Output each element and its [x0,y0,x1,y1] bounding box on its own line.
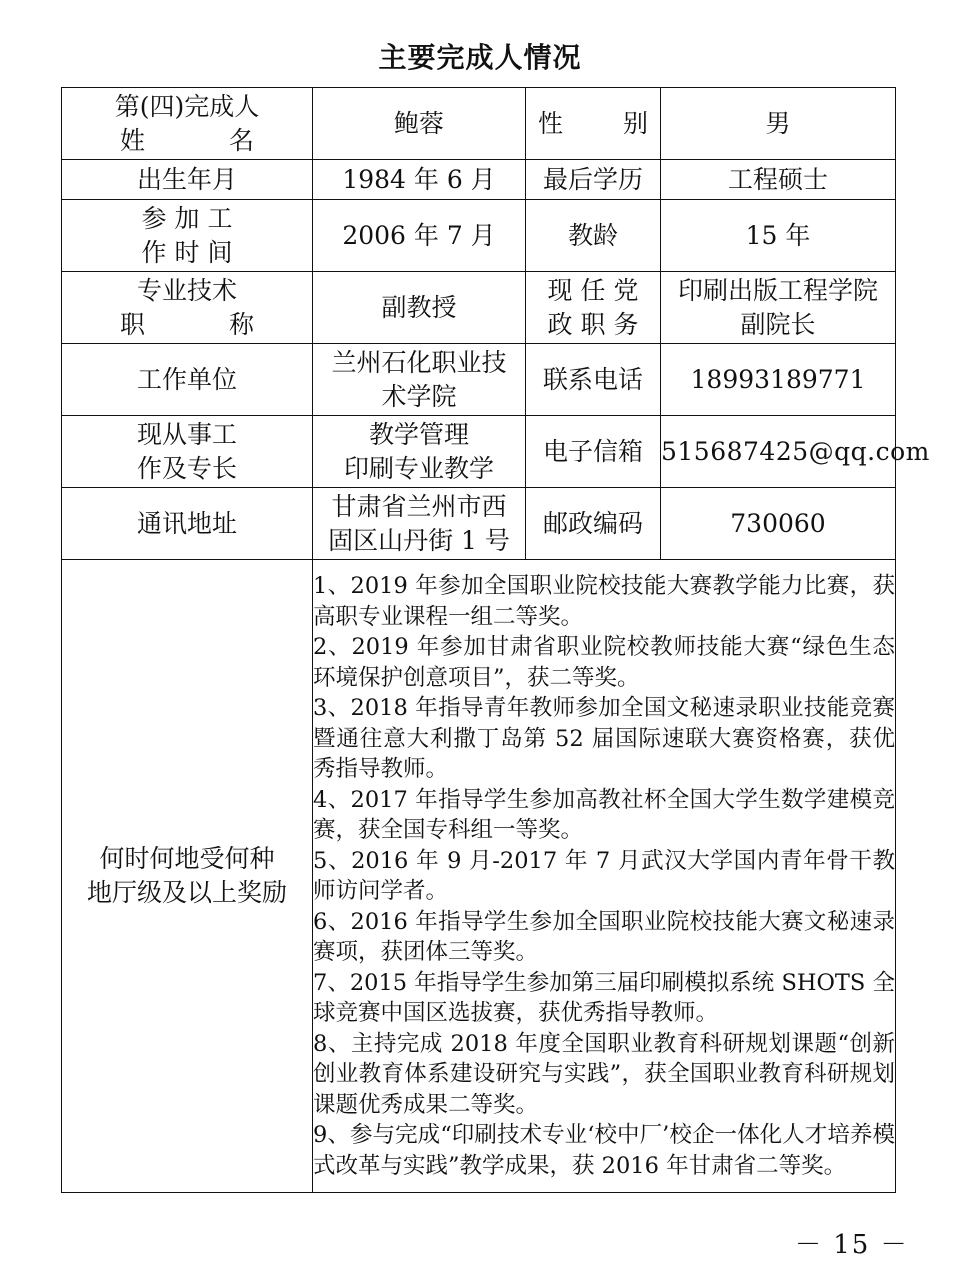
education-value: 工程硕士 [661,160,896,200]
name-label-line1: 第(四)完成人 [114,91,260,121]
post-label-line1: 现 任 党 [547,275,639,305]
award-item: 4、2017 年指导学生参加高教社杯全国大学生数学建模竞赛，获全国专科组一等奖。 [313,786,895,843]
email-label: 电子信箱 [526,416,661,488]
award-item: 7、2015 年指导学生参加第三届印刷模拟系统 SHOTS 全球竞赛中国区选拔赛，获优秀指导教师。 [313,969,895,1026]
award-item: 3、2018 年指导青年教师参加全国文秘速录职业技能竞赛暨通往意大利撒丁岛第 52 届国际速联大赛资格赛，获优秀指导教师。 [313,695,895,782]
post-value-cell [661,272,896,344]
awards-label-line1: 何时何地受何种 [99,844,275,873]
work-start-label-line2: 作 时 间 [141,237,233,267]
work-value-line2: 印刷专业教学 [343,453,494,483]
award-item: 6、2016 年指导学生参加全国职业院校技能大赛文秘速录赛项，获团体三等奖。 [313,908,895,965]
name-label-line2 [62,124,312,158]
row-name [62,88,896,160]
row-title [62,272,896,344]
title-label-char1: 职 [120,309,146,339]
address-label: 通讯地址 [62,488,313,560]
postcode-label: 邮政编码 [526,488,661,560]
person-info-table [61,87,930,1193]
address-value-line2: 固区山丹街 1 号 [328,525,510,555]
gender-value: 男 [661,88,896,160]
row-unit [62,344,896,416]
gender-label-cell [526,88,661,160]
work-label-line1: 现从事工 [136,419,237,449]
award-item: 9、参与完成“印刷技术专业‘校中厂’校企一体化人才培养模式改革与实践”教学成果，获 2016 年甘肃省二等奖。 [313,1122,895,1179]
email-value: 515687425@qq.com [661,416,896,488]
address-value-line1: 甘肃省兰州市西 [331,491,507,521]
row-work [62,416,896,488]
birth-value: 1984 年 6 月 [313,160,526,200]
birth-label: 出生年月 [62,160,313,200]
post-value-line1: 印刷出版工程学院 [677,275,878,305]
work-label-line2: 作及专长 [136,453,237,483]
gender-label [526,107,660,141]
name-label-cell [62,88,313,160]
unit-value-line2: 术学院 [381,381,457,411]
post-label-line2: 政 职 务 [547,309,639,339]
title-label-line1: 专业技术 [136,275,237,305]
awards-label-cell [62,560,313,1193]
row-birth [62,160,896,200]
teaching-years-label: 教龄 [526,200,661,272]
awards-label-line2: 地厅级及以上奖励 [86,878,287,907]
award-item: 2、2019 年参加甘肃省职业院校教师技能大赛“绿色生态环境保护创意项目”，获二等奖。 [313,634,895,691]
unit-label: 工作单位 [62,344,313,416]
title-label-cell [62,272,313,344]
education-label: 最后学历 [526,160,661,200]
teaching-years-value: 15 年 [661,200,896,272]
phone-value: 18993189771 [661,344,896,416]
row-address [62,488,896,560]
name-value: 鲍蓉 [313,88,526,160]
award-item: 1、2019 年参加全国职业院校技能大赛教学能力比赛，获高职专业课程一组二等奖。 [313,573,895,630]
title-label-char2: 称 [228,309,254,339]
work-label-cell [62,416,313,488]
postcode-value: 730060 [661,488,896,560]
post-value-line2: 副院长 [740,309,816,339]
row-awards [62,560,896,1193]
phone-label: 联系电话 [526,344,661,416]
work-value-cell [313,416,526,488]
unit-value-cell [313,344,526,416]
page-title: 主要完成人情况 [378,41,582,74]
page-number: － 15 － [795,1230,909,1260]
work-start-label-cell [62,200,313,272]
gender-label-char1: 性 [538,108,564,138]
work-start-label-line1: 参 加 工 [141,203,233,233]
gender-label-char2: 别 [622,108,648,138]
name-label-char2: 名 [228,125,254,155]
work-value-line1: 教学管理 [368,419,469,449]
row-work-start [62,200,896,272]
work-start-value: 2006 年 7 月 [313,200,526,272]
post-label-cell [526,272,661,344]
unit-value-line1: 兰州石化职业技 [331,347,507,377]
award-item: 5、2016 年 9 月-2017 年 7 月武汉大学国内青年骨干教师访问学者。 [313,847,895,904]
awards-list [313,560,896,1193]
name-label-char1: 姓 [120,125,146,155]
award-item: 8、主持完成 2018 年度全国职业教育科研规划课题“创新创业教育体系建设研究与实践”，获全国职业教育科研规划课题优秀成果二等奖。 [313,1030,895,1118]
address-value-cell [313,488,526,560]
title-label-line2 [62,308,312,342]
title-value: 副教授 [313,272,526,344]
